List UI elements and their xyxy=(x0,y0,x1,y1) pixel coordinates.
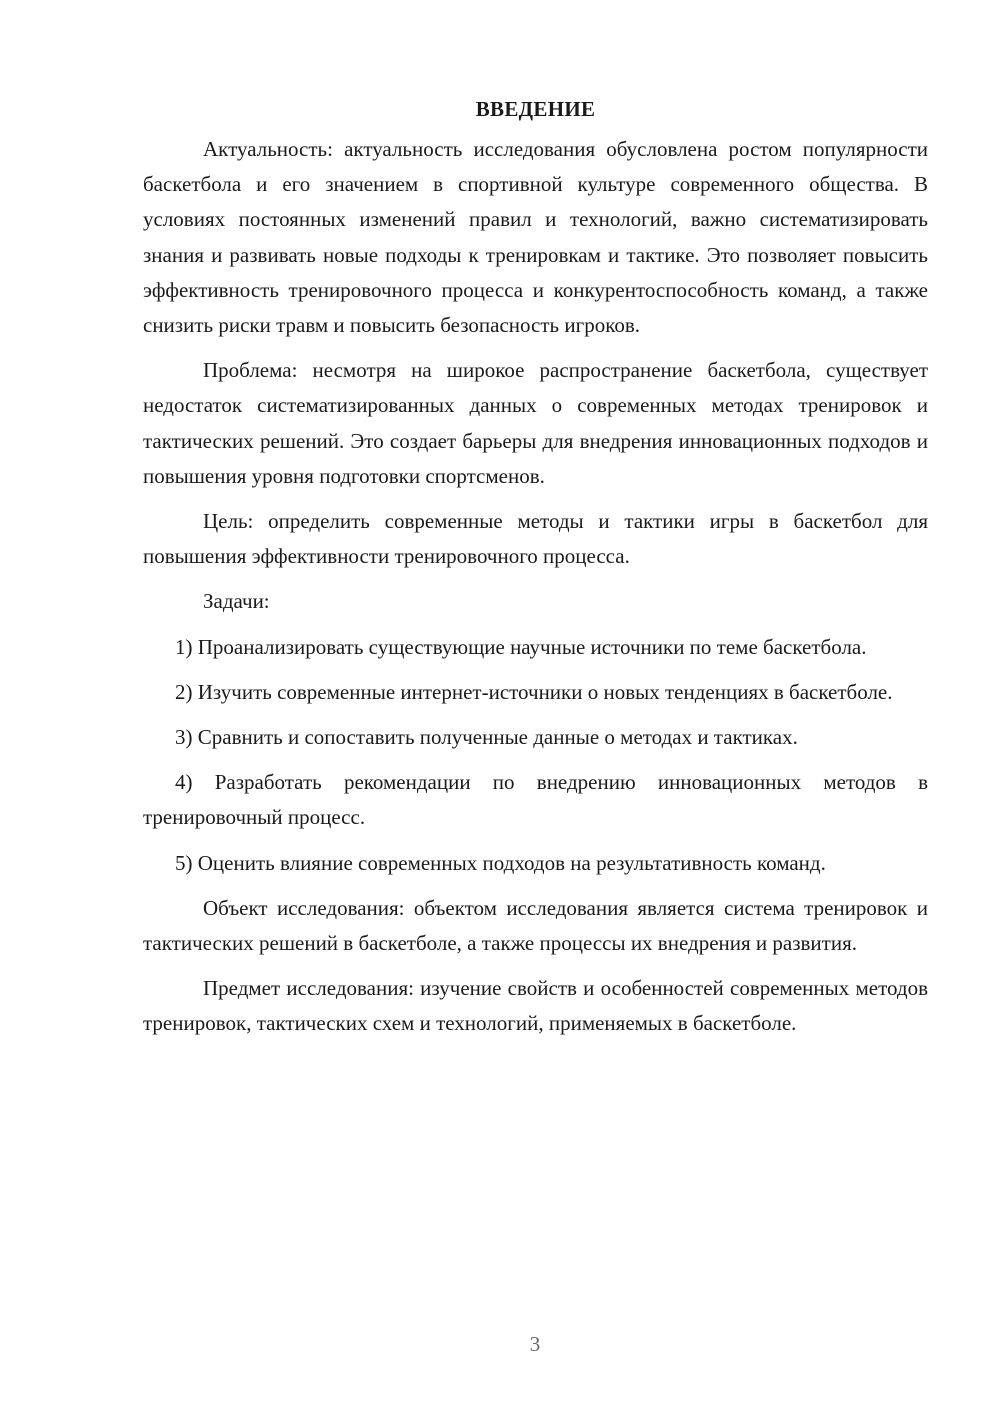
tasks-heading: Задачи: xyxy=(203,589,270,614)
task-item-2: 2) Изучить современные интернет-источники о новых тенденциях в баскетболе. xyxy=(175,679,893,704)
task-item-5: 5) Оценить влияние современных подходов на результативность команд. xyxy=(175,850,826,875)
section-title: ВВЕДЕНИЕ xyxy=(475,97,596,121)
paragraph-subject: Предмет исследования: изучение свойств и особенностей современных методов тренировок, тактических схем и технологий, применяемых в баскетболе. xyxy=(143,976,928,1036)
task-item-3: 3) Сравнить и сопоставить полученные данные о методах и тактиках. xyxy=(175,725,798,750)
document-page xyxy=(143,92,928,1052)
paragraph-goal: Цель: определить современные методы и тактики игры в баскетбол для повышения эффективности тренировочного процесса. xyxy=(143,509,928,569)
task-item-1: 1) Проанализировать существующие научные источники по теме баскетбола. xyxy=(175,634,867,659)
paragraph-problem: Проблема: несмотря на широкое распространение баскетбола, существует недостаток систематизированных данных о современных методах тренировок и тактических решений. Это создает барьеры для внедрения инновационных подходов и повышения уровня подготовки спортсменов. xyxy=(143,358,928,488)
page-number: 3 xyxy=(529,1332,541,1356)
paragraph-relevance: Актуальность: актуальность исследования обусловлена ростом популярности баскетбола и его значением в спортивной культуре современного общества. В условиях постоянных изменений правил и технологий, важно систематизировать знания и развивать новые подходы к тренировкам и тактике. Это позволяет повысить эффективность тренировочного процесса и конкурентоспособность команд, а также снизить риски травм и повысить безопасность игроков. xyxy=(143,137,928,338)
paragraph-object: Объект исследования: объектом исследования является система тренировок и тактических решений в баскетболе, а также процессы их внедрения и развития. xyxy=(143,895,928,956)
task-item-4: 4) Разработать рекомендации по внедрению инновационных методов в тренировочный процесс. xyxy=(143,770,928,830)
